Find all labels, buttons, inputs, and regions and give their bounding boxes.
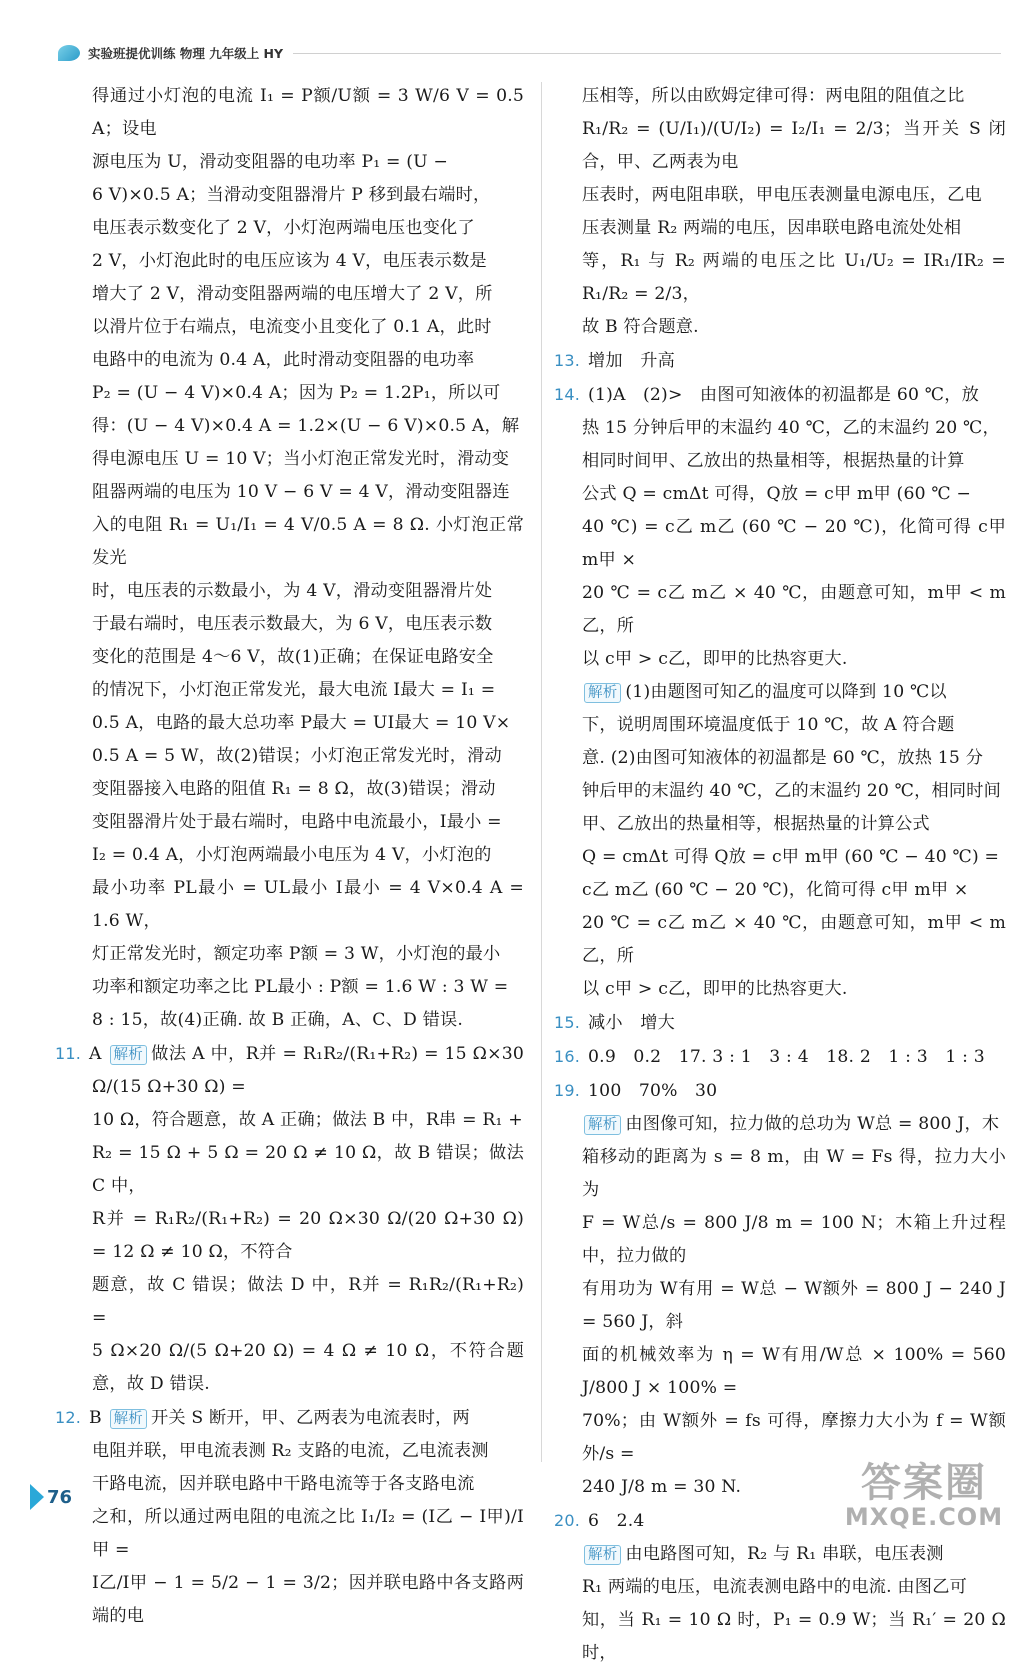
text-line: 得电源电压 U = 10 V；当小灯泡正常发光时，滑动变	[92, 449, 510, 469]
text-line: 变化的范围是 4～6 V，故(1)正确；在保证电路安全	[92, 647, 494, 667]
page-number	[30, 1482, 92, 1512]
text-line: 8 : 15，故(4)正确. 故 B 正确，A、C、D 错误.	[92, 1010, 464, 1030]
analysis-tag: 解析	[110, 1045, 147, 1065]
text-line: 2 V，小灯泡此时的电压应该为 4 V，电压表示数是	[92, 251, 487, 271]
text-line: 压表时，两电阻串联，甲电压表测量电源电压，乙电	[582, 185, 982, 205]
question-11	[55, 1037, 524, 1104]
question-number: 14.	[554, 385, 581, 404]
text-line: 的情况下，小灯泡正常发光，最大电流 I最大 = I₁ =	[92, 680, 496, 700]
text-line: 入的电阻 R₁ = U₁/I₁ = 4 V/0.5 A = 8 Ω. 小灯泡正常发光	[92, 515, 524, 568]
text-line: R₁ 两端的电压，电流表测电路中的电流. 由图乙可	[582, 1577, 967, 1597]
text-line: 10 Ω，符合题意，故 A 正确；做法 B 中，R串 = R₁ +	[92, 1110, 523, 1130]
text-line: 增大了 2 V，滑动变阻器两端的电压增大了 2 V，所	[92, 284, 493, 304]
text-line: 以滑片位于右端点，电流变小且变化了 0.1 A，此时	[92, 317, 492, 337]
text-line: 由图像可知，拉力做的总功为 W总 = 800 J，木	[625, 1114, 1000, 1134]
text-line: I₂ = 0.4 A，小灯泡两端最小电压为 4 V，小灯泡的	[92, 845, 492, 865]
text-line: 最小功率 PL最小 = UL最小 I最小 = 4 V×0.4 A = 1.6 W，	[92, 878, 524, 931]
analysis-19	[554, 1108, 1006, 1141]
question-number: 20.	[554, 1511, 581, 1530]
text-line: 5 Ω×20 Ω/(5 Ω+20 Ω) = 4 Ω ≠ 10 Ω，不符合题意，故 D 错误.	[92, 1341, 524, 1394]
answer: A	[89, 1044, 102, 1064]
text-line: 题意，故 C 错误；做法 D 中，R并 = R₁R₂/(R₁+R₂) =	[92, 1275, 524, 1328]
analysis-tag: 解析	[584, 1545, 621, 1565]
text-line: 70%；由 W额外 = fs 可得，摩擦力大小为 f = W额外/s =	[582, 1411, 1006, 1464]
text-line: 钟后甲的末温约 40 ℃，乙的末温约 20 ℃，相同时间	[582, 781, 1002, 801]
text-line: 有用功为 W有用 = W总 − W额外 = 800 J − 240 J = 560 J，斜	[582, 1279, 1006, 1332]
question-number: 12.	[55, 1408, 82, 1427]
page-header	[58, 40, 1001, 66]
text-line: R₁/R₂ = (U/I₁)/(U/I₂) = I₂/I₁ = 2/3；当开关 S 闭合，甲、乙两表为电	[582, 119, 1006, 172]
right-column	[554, 80, 1006, 1670]
text-line: 压表测量 R₂ 两端的电压，因串联电路电流处处相	[582, 218, 962, 238]
text-line: 干路电流，因并联电路中干路电流等于各支路电流	[92, 1474, 475, 1494]
watermark-logo-text: 答案圈	[861, 1460, 987, 1506]
text-line: 电压表示数变化了 2 V，小灯泡两端电压也变化了	[92, 218, 475, 238]
text-line: 变阻器滑片处于最右端时，电路中电流最小，I最小 =	[92, 812, 502, 832]
text-line: 以 c甲 > c乙，即甲的比热容更大.	[582, 979, 848, 999]
question-number: 13.	[554, 351, 581, 370]
text-line: c乙 m乙 (60 ℃ − 20 ℃)，化简可得 c甲 m甲 ×	[582, 880, 969, 900]
text-line: 压相等，所以由欧姆定律可得：两电阻的阻值之比	[582, 86, 965, 106]
book-logo-icon	[58, 45, 80, 61]
text-line: Q = cmΔt 可得 Q放 = c甲 m甲 (60 ℃ − 40 ℃) =	[582, 847, 1000, 867]
text-line: 甲、乙放出的热量相等，根据热量的计算公式	[582, 814, 930, 834]
text-line: 0.5 A = 5 W，故(2)错误；小灯泡正常发光时，滑动	[92, 746, 502, 766]
answer: 增加 升高	[588, 351, 675, 371]
analysis-20	[554, 1538, 1006, 1571]
watermark-url: MXQE.COM	[844, 1503, 1004, 1531]
answer: 减小 增大	[588, 1013, 675, 1033]
answer: 0.9 0.2 17. 3 : 1 3 : 4 18. 2 1 : 3 1 : 3	[588, 1047, 985, 1067]
text-line: 电路中的电流为 0.4 A，此时滑动变阻器的电功率	[92, 350, 475, 370]
text-line: P₂ = (U − 4 V)×0.4 A；因为 P₂ = 1.2P₁，所以可	[92, 383, 501, 403]
question-12	[55, 1401, 524, 1435]
text-line: 由电路图可知，R₂ 与 R₁ 串联，电压表测	[625, 1544, 944, 1564]
text-line: 以 c甲 > c乙，即甲的比热容更大.	[582, 649, 848, 669]
answer: B	[89, 1408, 102, 1428]
question-number: 11.	[55, 1044, 82, 1063]
page-number-label: 76	[47, 1486, 73, 1508]
answer: 100 70% 30	[588, 1081, 718, 1101]
text-line: 时，电压表的示数最小，为 4 V，滑动变阻器滑片处	[92, 581, 493, 601]
text-line: 功率和额定功率之比 PL最小 : P额 = 1.6 W : 3 W =	[92, 977, 509, 997]
text-line: 阻器两端的电压为 10 V − 6 V = 4 V，滑动变阻器连	[92, 482, 510, 502]
text-line: 于最右端时，电压表示数最大，为 6 V，电压表示数	[92, 614, 493, 634]
question-number: 19.	[554, 1081, 581, 1100]
watermark	[839, 1462, 1009, 1530]
text-line: 240 J/8 m = 30 N.	[582, 1477, 742, 1497]
text-line: R₂ = 15 Ω + 5 Ω = 20 Ω ≠ 10 Ω，故 B 错误；做法 C 中，	[92, 1143, 524, 1196]
text-line: 开关 S 断开，甲、乙两表为电流表时，两	[150, 1408, 470, 1428]
text-line: 意. (2)由图可知液体的初温都是 60 ℃，放热 15 分	[582, 748, 984, 768]
text-line: 变阻器接入电路的阻值 R₁ = 8 Ω，故(3)错误；滑动	[92, 779, 496, 799]
analysis-14	[554, 676, 1006, 709]
text-line: F = W总/s = 800 J/8 m = 100 N；木箱上升过程中，拉力做的	[582, 1213, 1006, 1266]
page-tab-icon	[30, 1484, 44, 1510]
question-13	[554, 344, 1006, 378]
column-divider	[541, 82, 542, 1462]
text-line: 做法 A 中，R并 = R₁R₂/(R₁+R₂) = 15 Ω×30 Ω/(15 Ω+30 Ω) =	[92, 1044, 524, 1097]
text-line: R并 = R₁R₂/(R₁+R₂) = 20 Ω×30 Ω/(20 Ω+30 Ω) = 12 Ω ≠ 10 Ω，不符合	[92, 1209, 524, 1262]
text-line: 公式 Q = cmΔt 可得，Q放 = c甲 m甲 (60 ℃ −	[582, 484, 972, 504]
analysis-tag: 解析	[110, 1409, 147, 1429]
text-line: 源电压为 U，滑动变阻器的电功率 P₁ = (U −	[92, 152, 449, 172]
answer: (1)A (2)> 由图可知液体的初温都是 60 ℃，放	[588, 385, 979, 405]
text-line: 等，R₁ 与 R₂ 两端的电压之比 U₁/U₂ = IR₁/IR₂ = R₁/R₂ = 2/3，	[582, 251, 1006, 304]
text-line: 40 ℃) = c乙 m乙 (60 ℃ − 20 ℃)，化简可得 c甲 m甲 ×	[582, 517, 1006, 570]
text-line: (1)由题图可知乙的温度可以降到 10 ℃以	[625, 682, 947, 702]
text-line: 箱移动的距离为 s = 8 m，由 W = Fs 得，拉力大小为	[582, 1147, 1006, 1200]
question-number: 15.	[554, 1013, 581, 1032]
analysis-tag: 解析	[584, 683, 621, 703]
book-title: 实验班提优训练 物理 九年级上 HY	[88, 46, 284, 61]
analysis-tag: 解析	[584, 1115, 621, 1135]
text-line: I乙/I甲 − 1 = 5/2 − 1 = 3/2；因并联电路中各支路两端的电	[92, 1573, 524, 1626]
text-line: 相同时间甲、乙放出的热量相等，根据热量的计算	[582, 451, 965, 471]
text-line: 知，当 R₁ = 10 Ω 时，P₁ = 0.9 W；当 R₁′ = 20 Ω 时，	[582, 1610, 1006, 1663]
text-line: 20 ℃ = c乙 m乙 × 40 ℃，由题意可知，m甲 < m乙，所	[582, 583, 1006, 636]
question-16	[554, 1040, 1006, 1074]
text-line: 灯正常发光时，额定功率 P额 = 3 W，小灯泡的最小	[92, 944, 501, 964]
text-line: 得：(U − 4 V)×0.4 A = 1.2×(U − 6 V)×0.5 A，解	[92, 416, 520, 436]
text-line: 下，说明周围环境温度低于 10 ℃，故 A 符合题	[582, 715, 955, 735]
text-line: 面的机械效率为 η = W有用/W总 × 100% = 560 J/800 J × 100% =	[582, 1345, 1006, 1398]
text-line: 电阻并联，甲电流表测 R₂ 支路的电流，乙电流表测	[92, 1441, 489, 1461]
question-19	[554, 1074, 1006, 1108]
text-line: 0.5 A，电路的最大总功率 P最大 = UI最大 = 10 V×	[92, 713, 511, 733]
question-number: 16.	[554, 1047, 581, 1066]
question-15	[554, 1006, 1006, 1040]
text-line: 20 ℃ = c乙 m乙 × 40 ℃，由题意可知，m甲 < m乙，所	[582, 913, 1006, 966]
text-line: 6 V)×0.5 A；当滑动变阻器滑片 P 移到最右端时，	[92, 185, 491, 205]
header-rule	[293, 53, 1001, 54]
answer: 6 2.4	[588, 1511, 645, 1531]
text-line: 热 15 分钟后甲的末温约 40 ℃，乙的末温约 20 ℃，	[582, 418, 1000, 438]
question-14	[554, 378, 1006, 412]
text-line: 之和，所以通过两电阻的电流之比 I₁/I₂ = (I乙 − I甲)/I甲 =	[92, 1507, 524, 1560]
text-line: 故 B 符合题意.	[582, 317, 699, 337]
text-line: 得通过小灯泡的电流 I₁ = P额/U额 = 3 W/6 V = 0.5 A；设电	[92, 86, 524, 139]
